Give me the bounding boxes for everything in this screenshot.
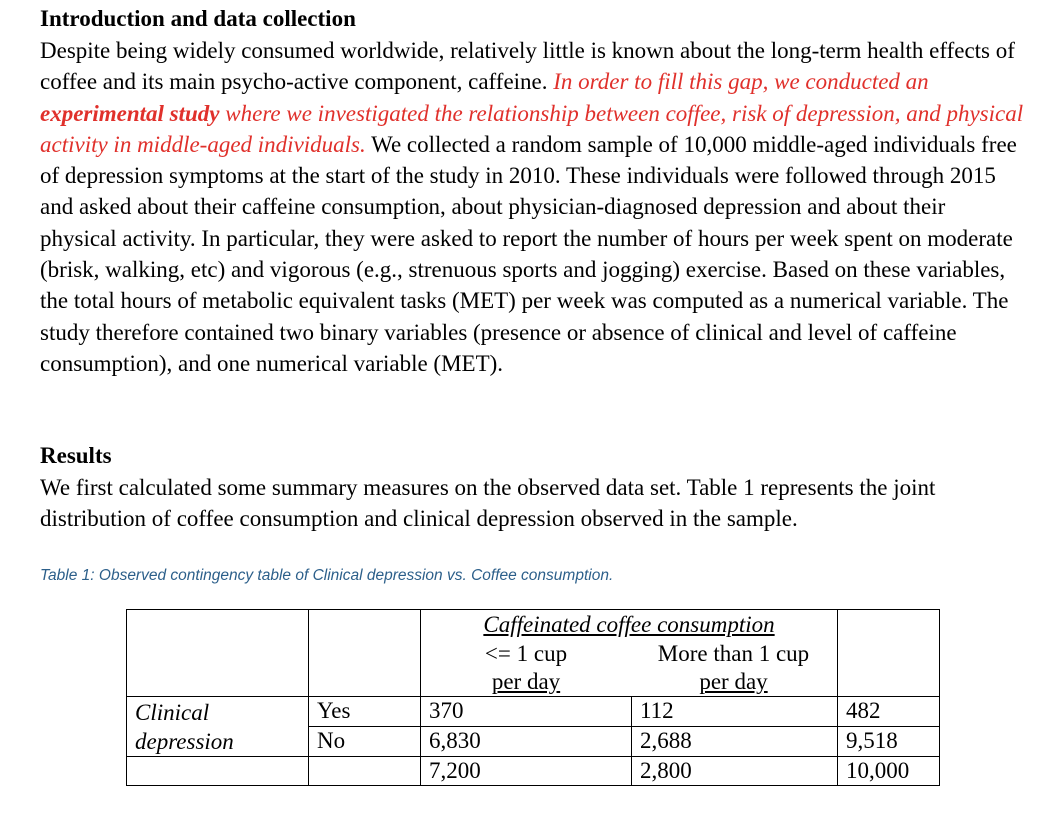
table-row bbox=[127, 757, 940, 786]
header-empty-1 bbox=[127, 610, 309, 697]
cell-grand-total: 10,000 bbox=[838, 757, 940, 786]
intro-heading: Introduction and data collection bbox=[40, 6, 356, 31]
row-no-label: No bbox=[309, 727, 421, 757]
row-label-clinical-depression bbox=[127, 697, 309, 757]
results-heading: Results bbox=[40, 443, 112, 468]
cell-no-total: 9,518 bbox=[838, 727, 940, 757]
coffee-subheaders bbox=[421, 640, 837, 696]
total-empty-2 bbox=[309, 757, 421, 786]
results-paragraph: We first calculated some summary measures on the observed data set. Table 1 represents the joint distribution of coffee consumption and clinical depression observed in the sample. bbox=[40, 475, 936, 532]
table-header-row bbox=[127, 610, 940, 697]
row-label-line1: Clinical bbox=[135, 700, 210, 725]
table-row bbox=[127, 697, 940, 727]
intro-text-end: We collected a random sample of 10,000 middle-aged individuals free of depression symptoms at the start of the study in 2010. These individuals were followed through 2015 and asked about their caffeine consumption, about physician-diagnosed depression and about their physical activity. In particular, they were asked to report the number of hours per week spent on moderate (brisk, walking, etc) and vigorous (e.g., strenuous sports and jogging) exercise. Based on these variables, the total hours of metabolic equivalent tasks (MET) per week was computed as a numerical variable. The study therefore contained two binary variables (presence or absence of clinical and level of caffeine consumption), and one numerical variable (MET). bbox=[40, 131, 1017, 376]
col-gt1-line2: per day bbox=[699, 669, 768, 694]
header-empty-2 bbox=[309, 610, 421, 697]
cell-total-gt1: 2,800 bbox=[632, 757, 838, 786]
col-le1-line2: per day bbox=[491, 669, 561, 694]
col-gt1-line1: More than 1 cup bbox=[657, 641, 810, 666]
intro-text-start: Despite being widely consumed worldwide, relatively little is known about the long-term health effects of coffee and its main psycho-active component, caffeine. bbox=[40, 38, 1015, 95]
intro-highlight-c: where we investigated the relationship between coffee, risk of depression, and physical activity in middle-aged individuals. bbox=[40, 100, 1024, 157]
col-le1-header bbox=[421, 640, 631, 696]
header-empty-3 bbox=[838, 610, 940, 697]
col-le1-line1: <= 1 cup bbox=[484, 641, 568, 666]
cell-no-gt1: 2,688 bbox=[632, 727, 838, 757]
cell-yes-total: 482 bbox=[838, 697, 940, 727]
intro-highlight-bold: experimental study bbox=[40, 100, 220, 126]
col-gt1-header bbox=[631, 640, 836, 696]
coffee-group-header: Caffeinated coffee consumption bbox=[483, 612, 775, 637]
cell-yes-le1: 370 bbox=[421, 697, 632, 727]
total-empty-1 bbox=[127, 757, 309, 786]
contingency-table bbox=[126, 609, 940, 786]
intro-highlight-a: In order to fill this gap, we conducted an bbox=[553, 69, 929, 95]
cell-yes-gt1: 112 bbox=[632, 697, 838, 727]
cell-no-le1: 6,830 bbox=[421, 727, 632, 757]
coffee-header-cell bbox=[421, 610, 838, 697]
cell-total-le1: 7,200 bbox=[421, 757, 632, 786]
row-label-line2: depression bbox=[135, 729, 234, 754]
table-caption: Table 1: Observed contingency table of Clinical depression vs. Coffee consumption. bbox=[40, 567, 614, 584]
intro-paragraph bbox=[40, 35, 1025, 379]
row-yes-label: Yes bbox=[309, 697, 421, 727]
